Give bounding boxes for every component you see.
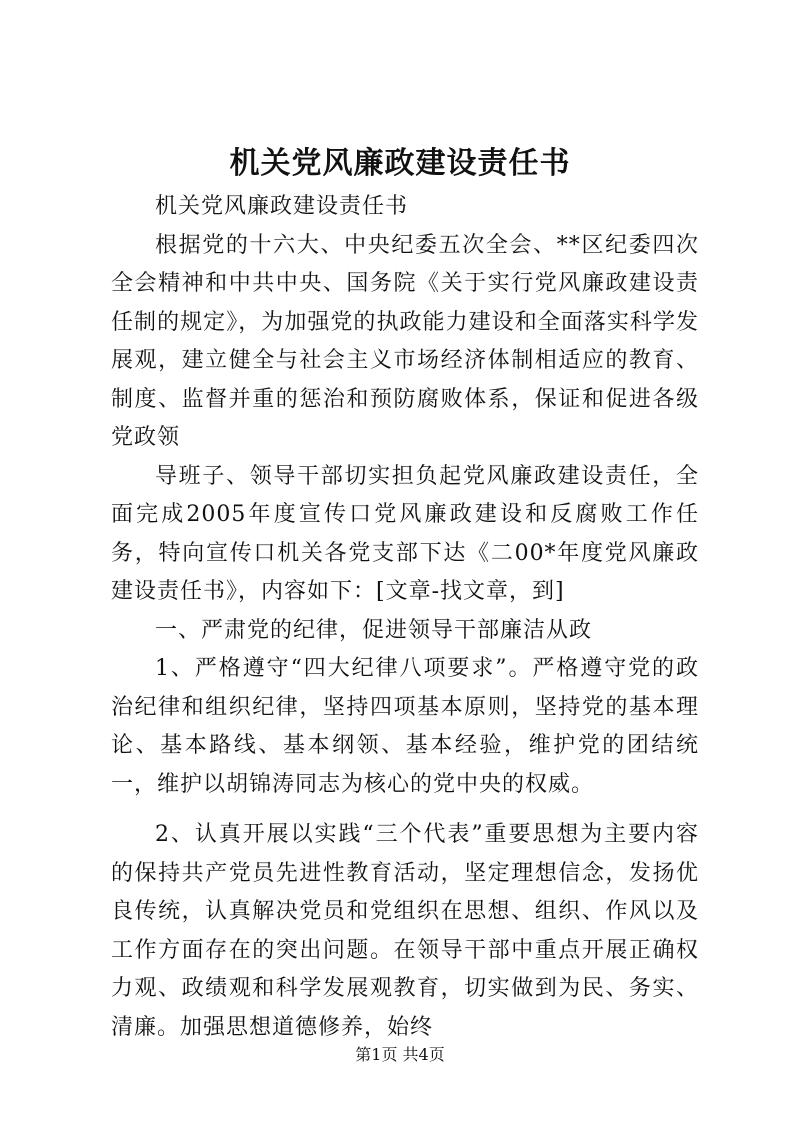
paragraph-item-1: 1、严格遵守“四大纪律八项要求”。严格遵守党的政治纪律和组织纪律，坚持四项基本原则，坚持党的基本理论、基本路线、基本纲领、基本经验，维护党的团结统一，维护以胡锦涛同志为核心的党中央的权威。 <box>111 656 699 797</box>
page-footer: 第1页 共4页 <box>355 1045 445 1064</box>
paragraph-preamble: 根据党的十六大、中央纪委五次全会、**区纪委四次全会精神和中共中央、国务院《关于实行党风廉政建设责任制的规定》，为加强党的执政能力建设和全面落实科学发展观，建立健全与社会主义市场经济体制相适应的教育、制度、监督并重的惩治和预防腐败体系，保证和促进各级党政领 <box>111 232 699 450</box>
paragraph-subtitle: 机关党风廉政建设责任书 <box>155 194 409 219</box>
paragraph-item-2: 2、认真开展以实践“三个代表”重要思想为主要内容的保持共产党员先进性教育活动，坚定理想信念，发扬优良传统，认真解决党员和党组织在思想、组织、作风以及工作方面存在的突出问题。在领导干部中重点开展正确权力观、政绩观和科学发展观教育，切实做到为民、务实、清廉。加强思想道德修养，始终 <box>111 822 699 1040</box>
document-body <box>111 188 699 1047</box>
section-heading-1: 一、严肃党的纪律，促进领导干部廉洁从政 <box>155 617 593 643</box>
paragraph-preamble-continued: 导班子、领导干部切实担负起党风廉政建设责任，全面完成2005年度宣传口党风廉政建设和反腐败工作任务，特向宣传口机关各党支部下达《二00*年度党风廉政建设责任书》，内容如下：[文章-找文章，到] <box>111 463 699 604</box>
document-title: 机关党风廉政建设责任书 <box>229 146 571 181</box>
